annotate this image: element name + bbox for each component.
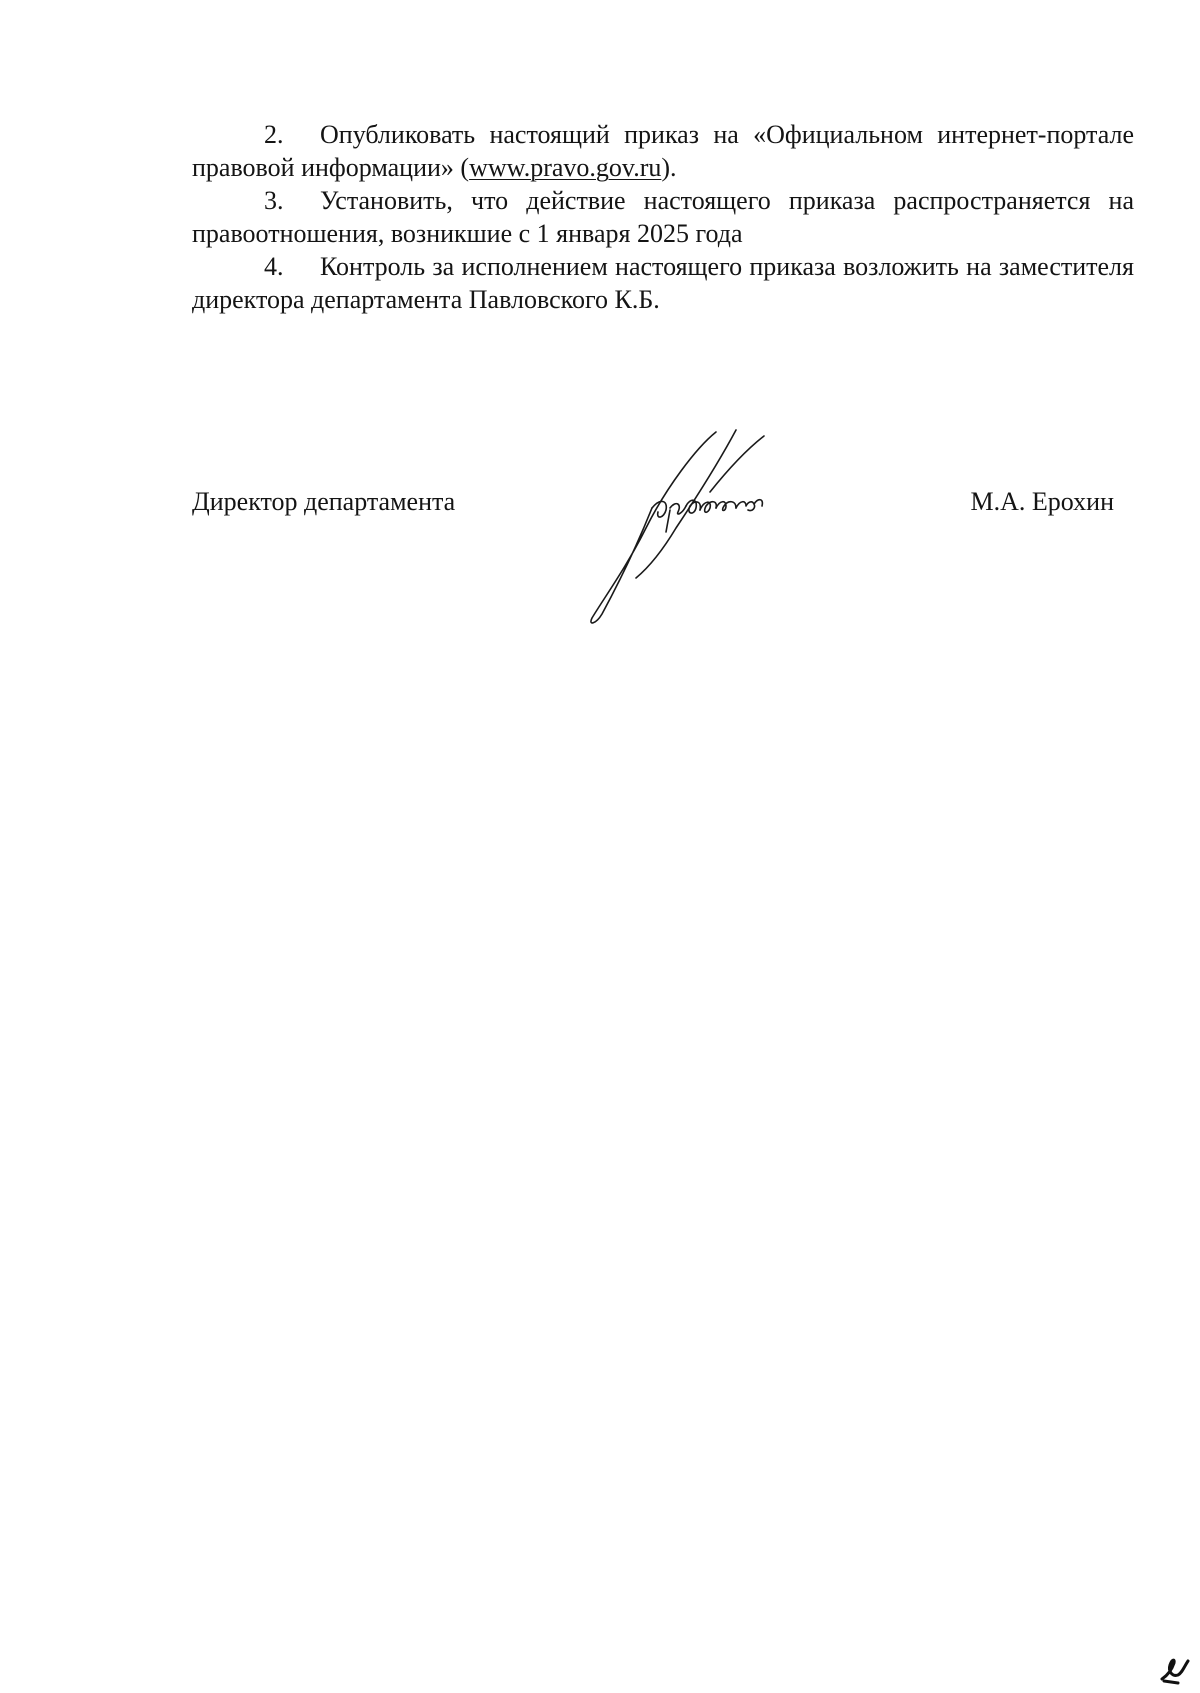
clause-text: Установить, что действие настоящего приказа распространяется на правоотношения, возникшие с 1 января 2025 года — [192, 186, 1134, 248]
signer-name: М.А. Ерохин — [970, 487, 1114, 516]
clause-text-before-link: Опубликовать настоящий приказ на «Официальном интернет-портале правовой информации» ( — [192, 120, 1134, 182]
clause-text-after-link: ). — [661, 153, 677, 182]
corner-mark-icon — [1158, 1653, 1194, 1685]
order-body — [192, 118, 1134, 316]
clause-number: 3. — [264, 186, 284, 215]
pravo-gov-link[interactable]: www.pravo.gov.ru — [469, 153, 662, 182]
signature-icon — [586, 428, 816, 628]
clause-text: Контроль за исполнением настоящего приказа возложить на заместителя директора департамента Павловского К.Б. — [192, 252, 1134, 314]
signer-position: Директор департамента — [192, 487, 456, 516]
clause-number: 4. — [264, 252, 284, 281]
clause-2 — [192, 118, 1134, 184]
clause-4 — [192, 250, 1134, 316]
clause-number: 2. — [264, 120, 284, 149]
clause-3 — [192, 184, 1134, 250]
